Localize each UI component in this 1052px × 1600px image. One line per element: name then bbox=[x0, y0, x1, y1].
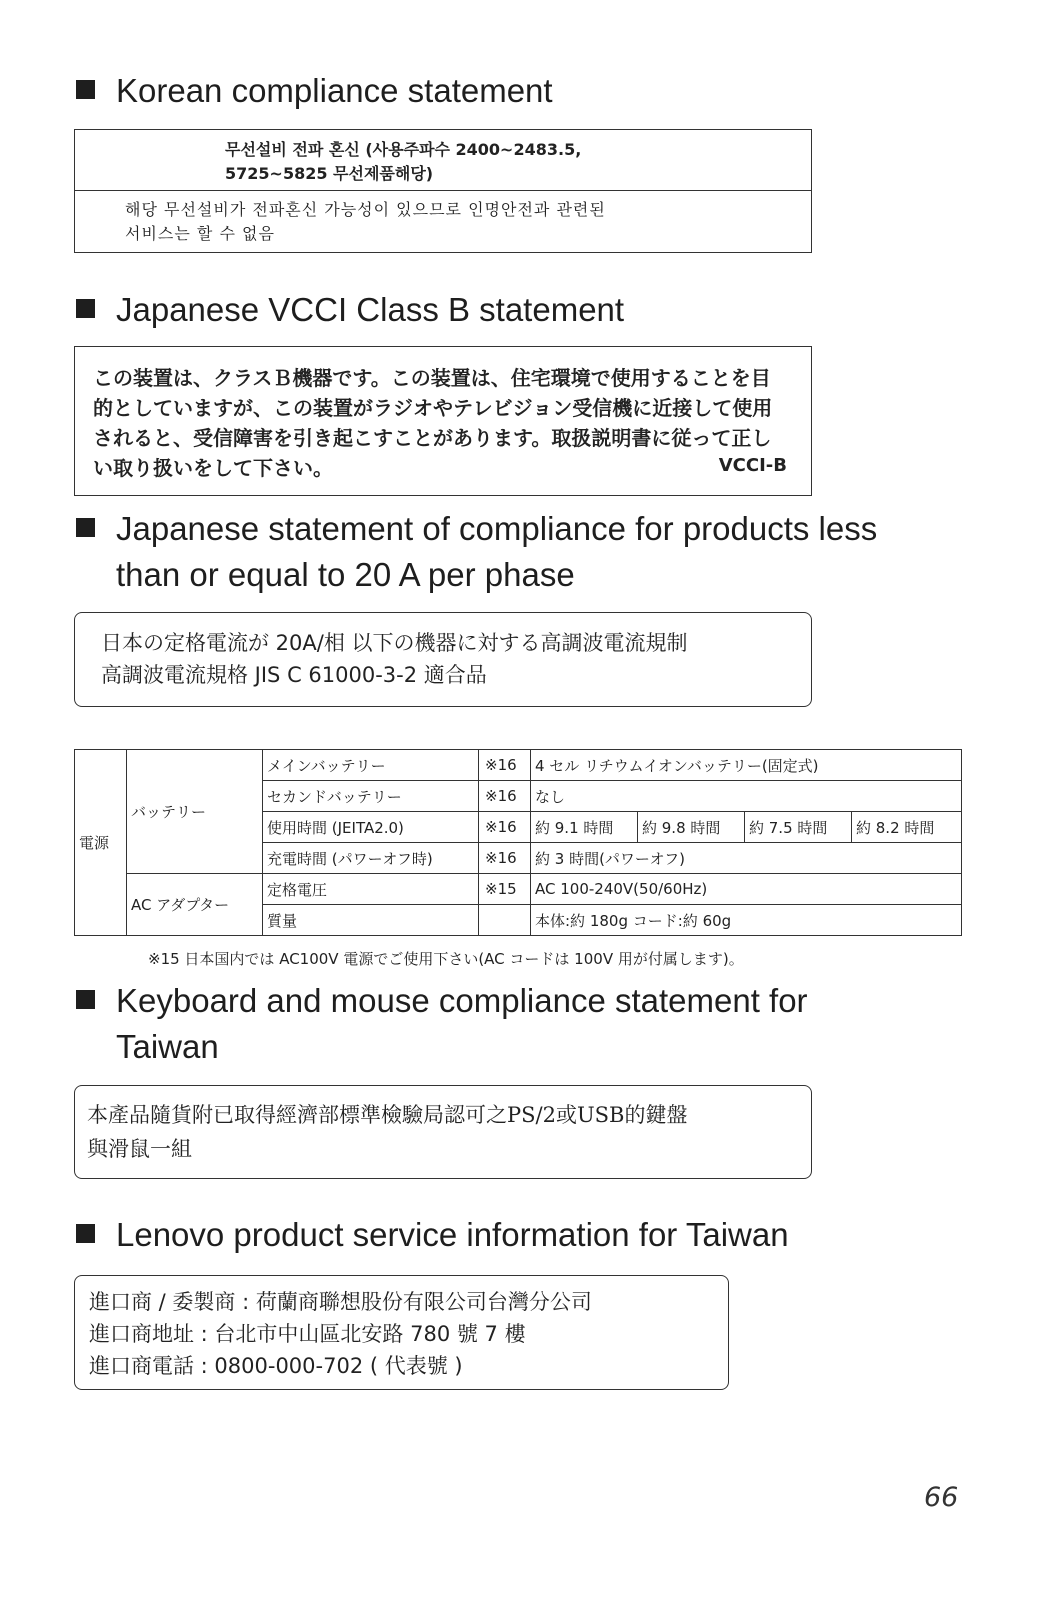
keyboard-statement-box bbox=[74, 1085, 812, 1179]
service-line: 進口商地址 : 台北市中山區北安路 780 號 7 樓 bbox=[89, 1322, 526, 1346]
korean-statement-box bbox=[74, 129, 812, 253]
korean-box-body bbox=[75, 191, 811, 246]
vcci-line: 的としていますが、この装置がラジオやテレビジョン受信機に近接して使用 bbox=[93, 396, 773, 420]
section-heading-service bbox=[76, 1212, 789, 1258]
page-number: 66 bbox=[924, 1482, 959, 1513]
row-label: 使用時間 (JEITA2.0) bbox=[263, 812, 479, 843]
power-spec-table bbox=[74, 749, 962, 936]
square-bullet-icon bbox=[76, 518, 95, 537]
vcci-class-label: VCCI-B bbox=[718, 455, 787, 476]
value-cell: 約 8.2 時間 bbox=[852, 812, 962, 843]
section-heading-korean bbox=[76, 68, 553, 114]
power-header-cell: 電源 bbox=[75, 750, 127, 936]
section-heading-vcci bbox=[76, 287, 624, 333]
korean-title-line: 5725∼5825 무선제품해당) bbox=[225, 164, 434, 183]
heading-text: Korean compliance statement bbox=[116, 72, 553, 109]
vcci-line: い取り扱いをして下さい。 bbox=[93, 456, 333, 480]
section-heading-keyboard bbox=[76, 978, 808, 1070]
vcci-statement-box bbox=[74, 346, 812, 496]
heading-text: Japanese statement of compliance for products less than or equal to 20 A per phase bbox=[116, 510, 878, 593]
row-label: メインバッテリー bbox=[263, 750, 479, 781]
service-info-box bbox=[74, 1275, 729, 1390]
table-footnote: ※15 日本国内では AC100V 電源でご使用下さい(AC コードは 100V 用が付属します)。 bbox=[148, 950, 744, 968]
service-line: 進口商 / 委製商 : 荷蘭商聯想股份有限公司台灣分公司 bbox=[89, 1290, 592, 1314]
korean-body-line: 서비스는 할 수 없음 bbox=[125, 224, 275, 243]
note-cell bbox=[479, 905, 531, 936]
keyboard-line: 本產品隨貨附已取得經濟部標準檢驗局認可之PS/2或USB的鍵盤 bbox=[87, 1103, 688, 1127]
note-cell: ※15 bbox=[479, 874, 531, 905]
value-cell: 4 セル リチウムイオンバッテリー(固定式) bbox=[531, 750, 962, 781]
table-row bbox=[75, 750, 962, 781]
value-cell: 約 7.5 時間 bbox=[745, 812, 852, 843]
note-cell: ※16 bbox=[479, 750, 531, 781]
note-cell: ※16 bbox=[479, 843, 531, 874]
square-bullet-icon bbox=[76, 990, 95, 1009]
square-bullet-icon bbox=[76, 80, 95, 99]
service-line: 進口商電話 : 0800-000-702 ( 代表號 ) bbox=[89, 1354, 463, 1378]
ac-adapter-header-cell: AC アダプター bbox=[127, 874, 263, 936]
table-row bbox=[75, 874, 962, 905]
row-label: 定格電圧 bbox=[263, 874, 479, 905]
keyboard-line: 與滑鼠一組 bbox=[87, 1137, 192, 1161]
value-cell: 約 9.1 時間 bbox=[531, 812, 638, 843]
battery-header-cell: バッテリー bbox=[127, 750, 263, 874]
korean-box-title bbox=[75, 130, 811, 191]
harmonics-statement-box bbox=[74, 612, 812, 707]
heading-text: Japanese VCCI Class B statement bbox=[116, 291, 625, 328]
vcci-line: されると、受信障害を引き起こすことがあります。取扱説明書に従って正し bbox=[93, 426, 772, 450]
note-cell: ※16 bbox=[479, 812, 531, 843]
value-cell: 約 3 時間(パワーオフ) bbox=[531, 843, 962, 874]
section-heading-harmonics bbox=[76, 506, 877, 598]
row-label: 充電時間 (パワーオフ時) bbox=[263, 843, 479, 874]
harmonics-line: 日本の定格電流が 20A/相 以下の機器に対する高調波電流規制 bbox=[101, 631, 688, 655]
row-label: セカンドバッテリー bbox=[263, 781, 479, 812]
vcci-line: この装置は、クラスＢ機器です。この装置は、住宅環境で使用することを目 bbox=[93, 366, 771, 390]
square-bullet-icon bbox=[76, 299, 95, 318]
korean-body-line: 해당 무선설비가 전파혼신 가능성이 있으므로 인명안전과 관련된 bbox=[125, 200, 606, 219]
value-cell: 本体:約 180g コード:約 60g bbox=[531, 905, 962, 936]
value-cell: AC 100-240V(50/60Hz) bbox=[531, 874, 962, 905]
value-cell: なし bbox=[531, 781, 962, 812]
heading-text: Lenovo product service information for Taiwan bbox=[116, 1216, 789, 1253]
value-cell: 約 9.8 時間 bbox=[638, 812, 745, 843]
row-label: 質量 bbox=[263, 905, 479, 936]
korean-title-line: 무선설비 전파 혼신 (사용주파수 2400∼2483.5, bbox=[225, 140, 582, 159]
heading-text: Keyboard and mouse compliance statement for Taiwan bbox=[116, 982, 808, 1065]
harmonics-line: 高調波電流規格 JIS C 61000-3-2 適合品 bbox=[101, 663, 487, 687]
square-bullet-icon bbox=[76, 1224, 95, 1243]
note-cell: ※16 bbox=[479, 781, 531, 812]
